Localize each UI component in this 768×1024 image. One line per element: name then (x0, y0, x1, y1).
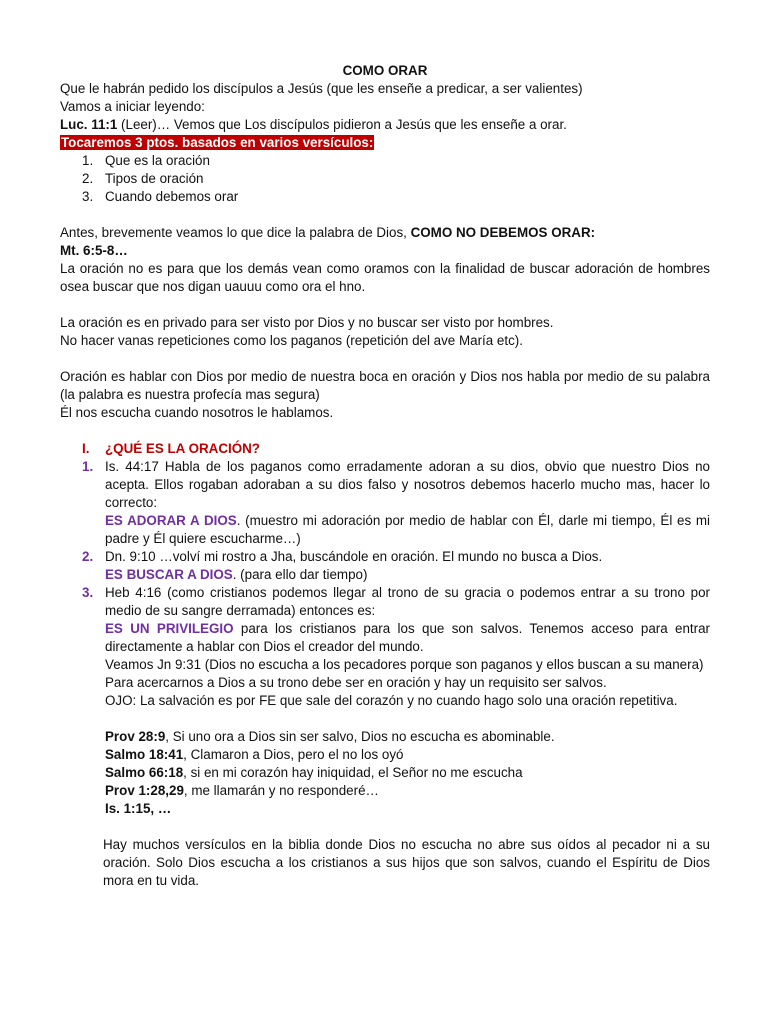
points-list (82, 152, 710, 206)
reference-text: , si en mi corazón hay iniquidad, el Señor no me escucha (183, 765, 523, 780)
intro-line-2: Vamos a iniciar leyendo: (60, 99, 205, 114)
item-number: 1. (82, 459, 94, 474)
reference-luc: Luc. 11:1 (60, 117, 118, 132)
item-extra-3: OJO: La salvación es por FE que sale del corazón y no cuando hago solo una oración repetitiva. (105, 693, 678, 708)
item-key-line (105, 620, 710, 656)
section-title: ¿QUÉ ES LA ORACIÓN? (105, 441, 260, 456)
item-key-phrase: ES UN PRIVILEGIO (105, 621, 234, 636)
list-number: 2. (82, 171, 94, 186)
item-body (105, 458, 710, 548)
spacer (60, 710, 710, 728)
list-number: 3. (82, 189, 94, 204)
item-text: Heb 4:16 (como cristianos podemos llegar al trono de su gracia o podemos entrar a su trono por medio de su sangre derramada) entonces es: (105, 585, 710, 618)
section-heading (82, 440, 710, 458)
reference-text: , Clamaron a Dios, pero el no los oyó (183, 747, 404, 762)
item-number: 3. (82, 585, 94, 600)
reference-text: , Si uno ora a Dios sin ser salvo, Dios no escucha es abominable. (165, 729, 555, 744)
before-line-start: Antes, brevemente veamos lo que dice la palabra de Dios, (60, 225, 411, 240)
list-item (82, 188, 710, 206)
closing-paragraph: Hay muchos versículos en la biblia donde Dios no escucha no abre sus oídos al pecador ni a su oración. Solo Dios escucha a los cristianos a sus hijos que son salvos, cuando el Espíritu de Dios mora en tu vida. (103, 837, 710, 888)
list-text: Que es la oración (105, 153, 210, 168)
item-extra-1: Veamos Jn 9:31 (Dios no escucha a los pecadores porque son paganos y ellos buscan a su manera) (105, 657, 704, 672)
item-key-rest: . (para ello dar tiempo) (232, 567, 368, 582)
item-extra-2: Para acercarnos a Dios a su trono debe ser en oración y hay un requisito ser salvos. (105, 675, 607, 690)
points-heading (60, 134, 710, 152)
list-text: Cuando debemos orar (105, 189, 239, 204)
intro-line-1: Que le habrán pedido los discípulos a Jesús (que les enseñe a predicar, a ser valientes) (60, 81, 583, 96)
item-key-rest: . (muestro mi adoración por medio de hablar con Él, darle mi tiempo, Él es mi padre y Él quiere escucharme…) (105, 513, 710, 546)
hablar-paragraph: Oración es hablar con Dios por medio de nuestra boca en oración y Dios nos habla por medio de su palabra (la palabra es nuestra profecía mas segura) (60, 369, 710, 402)
spacer (60, 818, 710, 836)
spacer (60, 350, 710, 368)
spacer (60, 206, 710, 224)
reference-citation: Salmo 18:41 (105, 747, 184, 762)
intro-reference-line (60, 116, 710, 134)
numbered-item (60, 584, 710, 710)
list-item (82, 170, 710, 188)
item-body (105, 548, 710, 584)
item-key-rest: para los cristianos para los que son salvos. Tenemos acceso para entrar directamente a hablar con Dios el creador del mundo. (105, 621, 711, 654)
numbered-item (60, 458, 710, 548)
privado-line-1: La oración es en privado para ser visto por Dios y no buscar ser visto por hombres. (60, 315, 554, 330)
reference-line (105, 782, 710, 800)
reference-citation: Prov 28:9 (105, 729, 166, 744)
reference-list (60, 728, 710, 818)
item-text: Is. 44:17 Habla de los paganos como erradamente adoran a su dios, obvio que nuestro Dios no acepta. Ellos rogaban adoraban a su dios falso y nosotros debemos hacerlo mucho mas, hacer lo correcto: (105, 459, 710, 510)
before-line-bold: COMO NO DEBEMOS ORAR: (410, 225, 596, 240)
reference-line (105, 728, 710, 746)
privado-line-2: No hacer vanas repeticiones como los paganos (repetición del ave María etc). (60, 333, 523, 348)
item-key-phrase: ES BUSCAR A DIOS (105, 567, 233, 582)
document-page (60, 62, 710, 890)
item-number: 2. (82, 549, 94, 564)
reference-text: , me llamarán y no responderé… (183, 783, 379, 798)
reference-citation: Is. 1:15, … (105, 801, 172, 816)
list-text: Tipos de oración (105, 171, 204, 186)
item-key-phrase: ES ADORAR A DIOS (105, 513, 237, 528)
section-roman-numeral: I. (82, 441, 90, 456)
reference-mt: Mt. 6:5-8… (60, 243, 128, 258)
reference-citation: Prov 1:28,29 (105, 783, 184, 798)
item-key-line (105, 566, 710, 584)
reference-citation: Salmo 66:18 (105, 765, 184, 780)
reference-line (105, 800, 710, 818)
spacer (60, 422, 710, 440)
highlighted-heading: Tocaremos 3 ptos. basados en varios versículos: (61, 135, 374, 150)
list-number: 1. (82, 153, 94, 168)
reference-line (105, 764, 710, 782)
reference-line (105, 746, 710, 764)
hablar-line: Él nos escucha cuando nosotros le hablamos. (60, 405, 334, 420)
reference-luc-rest: (Leer)… Vemos que Los discípulos pidieron a Jesús que les enseñe a orar. (117, 117, 567, 132)
item-key-line (105, 512, 710, 548)
before-paragraph: La oración no es para que los demás vean como oramos con la finalidad de buscar adoración de hombres osea buscar que nos digan uauuu como ora el hno. (60, 261, 710, 294)
numbered-item (60, 548, 710, 584)
before-line (60, 224, 710, 242)
document-title: COMO ORAR (342, 63, 428, 78)
list-item (82, 152, 710, 170)
item-body (105, 584, 710, 710)
item-text: Dn. 9:10 …volví mi rostro a Jha, buscándole en oración. El mundo no busca a Dios. (105, 549, 603, 564)
spacer (60, 296, 710, 314)
